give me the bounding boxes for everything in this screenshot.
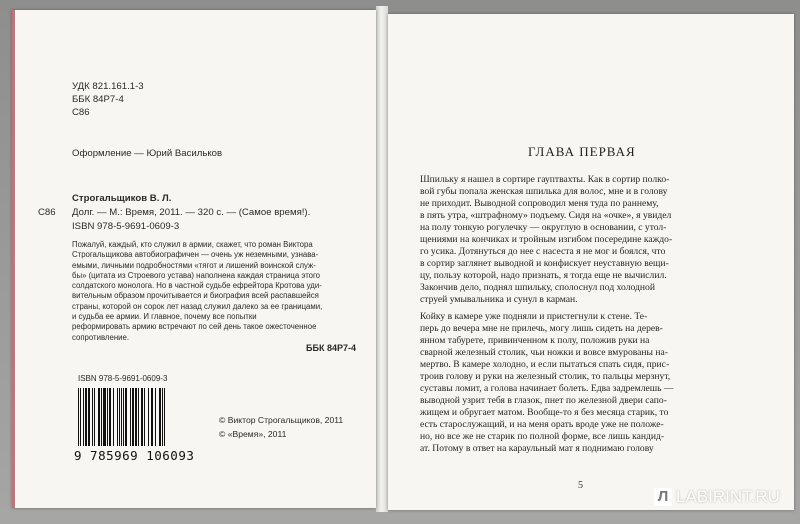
labirint-logo-icon: Л: [654, 488, 672, 506]
text-line: но, но все же не старик по полной форме, все лишь кандид-: [420, 431, 665, 442]
bbk-code: ББК 84Р7-4: [72, 94, 124, 105]
annotation: [72, 240, 322, 343]
text-line: не приходит. Выводной сопроводил меня туда по раннему,: [420, 198, 659, 209]
text-line: суставы ломит, а голова начинает болеть. Едва задремлешь —: [420, 383, 674, 394]
text-line: щениями на кончиках и тройным изгибом посередине каждо-: [420, 234, 673, 245]
barcode-bars: [78, 388, 196, 446]
text-line: янном табурете, привинченном к полу, положив руки на: [420, 335, 650, 346]
author-code: С86: [72, 107, 90, 118]
text-line: мертво. В камере холодно, и если пытаться спать сидя, прис-: [420, 359, 670, 370]
copyright-page: [12, 10, 376, 508]
copyright-author: © Виктор Строгальщиков, 2011: [219, 415, 344, 425]
barcode-digits: 9 785969 106093: [74, 448, 195, 463]
annotation-line: и судьба ее армии. И главное, почему все попытки: [72, 312, 257, 322]
text-line: сварной железный столик, чьи ножки и вовсе вмурованы на-: [420, 347, 668, 358]
text-line: есть старослужащий, и на меня орать вроде уже не положе-: [420, 419, 664, 430]
chapter-page: [388, 14, 794, 510]
side-author-code: С86: [38, 207, 56, 218]
spine-edge: [12, 10, 15, 508]
text-line: Закончив дело, поднял шпильку, сполоснул под холодной: [420, 282, 655, 293]
annotation-line: солдатского монолога. Но в частной судьбе ефрейтора Кротова уди-: [72, 281, 322, 291]
barcode-isbn: ISBN 978-5-9691-0609-3: [78, 374, 168, 383]
text-line: струей умывальника и сунул в карман.: [420, 294, 578, 305]
bibliographic-title: Долг. — М.: Время, 2011. — 320 с. — (Самое время!).: [72, 207, 311, 218]
text-line: жищем и обругает матом. Вообще-то я без месяца старик, то: [420, 407, 669, 418]
copyright-publisher: © «Время», 2011: [219, 429, 287, 439]
labirint-watermark: [654, 487, 780, 507]
annotation-line: реформировать армию встречают по сей день такое ожесточенное: [72, 322, 317, 332]
annotation-line: Строгальщикова автобиографичен — очень уж неземными, узнава-: [72, 250, 319, 260]
author-name: Строгальщиков В. Л.: [72, 193, 172, 204]
annotation-line: страны, которой он сорок лет назад служил далеко за ее границами,: [72, 301, 323, 311]
annotation-line: сопротивление.: [72, 332, 129, 342]
text-line: го усика. Дотянуться до нее с насеста я не мог и боялся, что: [420, 246, 666, 257]
isbn-line: ISBN 978-5-9691-0609-3: [72, 221, 180, 232]
annotation-line: емыми, личными подробностями «тягот и лишений воинской служ-: [72, 260, 316, 270]
text-line: в пять утра, «штрафному» подъему. Сидя на «очке», я увидел: [420, 210, 672, 221]
book-gutter: [376, 6, 388, 512]
chapter-title: ГЛАВА ПЕРВАЯ: [528, 144, 636, 159]
text-line: ат. Потому в ответ на караульный мат я поднимаю голову: [420, 443, 654, 454]
text-line: выводной узрит тебя в глазок, пнет по железной двери сапо-: [420, 395, 667, 406]
bbk-bottom: ББК 84Р7-4: [306, 343, 356, 353]
annotation-line: Пожалуй, каждый, кто служил в армии, скажет, что роман Виктора: [72, 240, 313, 249]
design-credit: Оформление — Юрий Васильков: [72, 148, 223, 159]
barcode: [74, 370, 202, 468]
udk-code: УДК 821.161.1-3: [72, 81, 144, 92]
watermark-text: LABIRINT.RU: [676, 487, 780, 506]
text-line: троив голову и руки на железный столик, то пальцы мерзнут,: [420, 371, 671, 382]
text-line: на полу тонкую рогулечку — округлую в основании, с утол-: [420, 222, 667, 233]
text-line: вой губы попала женская шпилька для волос, мне и в голову: [420, 186, 668, 197]
chapter-body: [420, 174, 674, 455]
annotation-line: вительным образом прочитывается и биография всей распавшейся: [72, 291, 319, 301]
page-number: 5: [578, 480, 583, 491]
barcode-bar: [164, 388, 165, 446]
annotation-line: бы» (цитата из Строевого устава) наполнена каждая страница этого: [72, 270, 321, 280]
text-line: в сортир заглянет выводной и конфискует неуставную вещи-: [420, 258, 669, 269]
text-line: Шпильку я нашел в сортире гауптвахты. Как в сортир полко-: [420, 174, 670, 185]
text-line: Койку в камере уже подняли и пристегнули к стене. Те-: [420, 311, 648, 322]
text-line: перь до вечера мне не прилечь, могу лишь сидеть на дерев-: [420, 323, 663, 334]
text-line: цу, пользу которой, надо признать, я тогда еще не вычислил.: [420, 270, 667, 281]
